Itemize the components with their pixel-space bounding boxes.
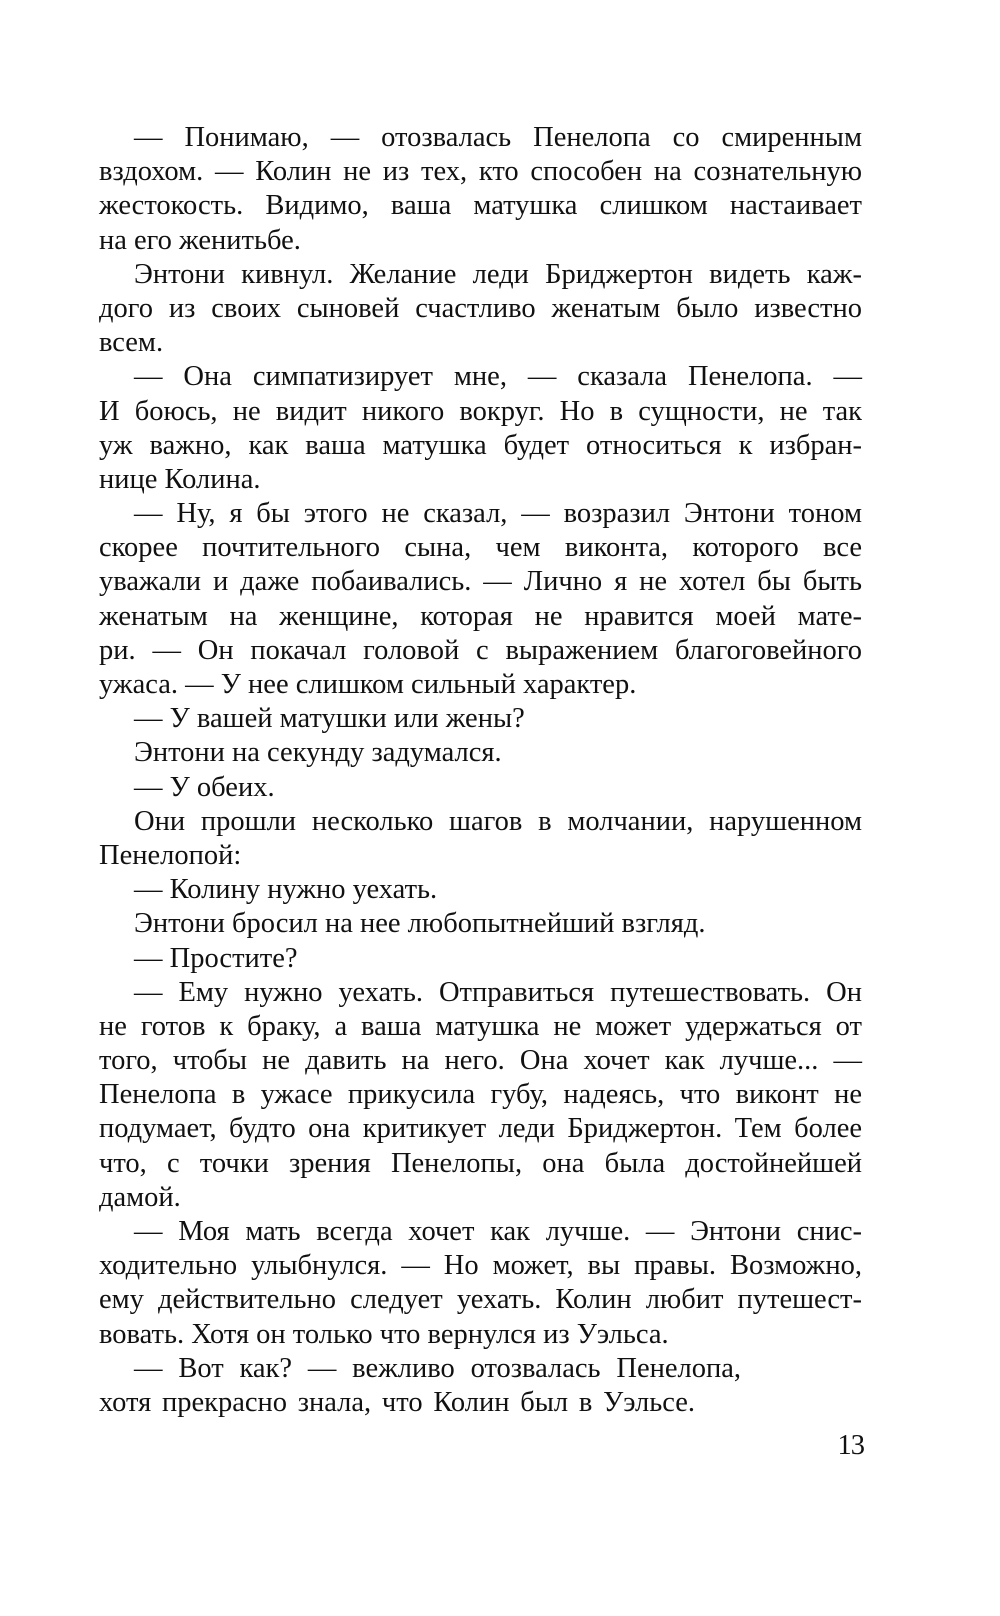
text-line: скорее почтительного сына, чем виконта, которого все [99,532,862,564]
text-line: что, с точки зрения Пенелопы, она была достойнейшей [99,1147,862,1179]
text-line: — Колину нужно уехать. [134,874,438,906]
text-line: — У обеих. [134,771,275,803]
text-line: хотя прекрасно знала, что Колин был в Уэльсе. [99,1386,695,1418]
text-line: Они прошли несколько шагов в молчании, нарушенном [134,805,862,837]
page-number: 13 [837,1430,864,1461]
text-line: Пенелопа в ужасе прикусила губу, надеясь, что виконт не [99,1079,862,1111]
text-line: вовать. Хотя он только что вернулся из Уэльса. [99,1318,669,1350]
text-line: ему действительно следует уехать. Колин любит путешест- [99,1284,862,1316]
text-line: — Она симпатизирует мне, — сказала Пенелопа. — [134,361,862,393]
text-line: — Простите? [134,942,298,974]
text-line: — Моя мать всегда хочет как лучше. — Энтони снис- [134,1216,862,1247]
text-line: ри. — Он покачал головой с выражением благоговейного [99,634,862,666]
text-line: Энтони бросил на нее любопытнейший взгляд. [134,908,706,940]
text-line: подумает, будто она критикует леди Бриджертон. Тем более [99,1113,862,1145]
text-line: И боюсь, не видит никого вокруг. Но в сущности, не так [99,395,862,427]
text-line: Энтони на секунду задумался. [134,737,502,769]
text-line: — Ему нужно уехать. Отправиться путешествовать. Он [134,976,862,1008]
text-line: не готов к браку, а ваша матушка не может удержаться от [99,1010,862,1042]
text-line: на его женитьбе. [99,224,301,256]
text-line: уважали и даже побаивались. — Лично я не хотел бы быть [99,566,862,598]
text-line: Энтони кивнул. Желание леди Бриджертон видеть каж- [134,258,862,290]
text-line: — Вот как? — вежливо отозвалась Пенелопа, [134,1352,741,1384]
text-line: ходительно улыбнулся. — Но может, вы правы. Возможно, [99,1250,862,1282]
text-line: уж важно, как ваша матушка будет относиться к избран- [99,429,862,461]
text-line: ужаса. — У нее слишком сильный характер. [99,669,637,700]
text-line: — Ну, я бы этого не сказал, — возразил Энтони тоном [134,498,862,530]
text-line: нице Колина. [99,463,261,495]
text-line: вздохом. — Колин не из тех, кто способен на сознательную [99,156,862,188]
text-line: дамой. [99,1181,181,1213]
text-line: женатым на женщине, которая не нравится моей мате- [99,600,862,632]
text-line: Пенелопой: [99,839,242,871]
text-line: — Понимаю, — отозвалась Пенелопа со смиренным [134,122,862,153]
book-page-text [99,121,862,1420]
text-line: того, чтобы не давить на него. Она хочет как лучше... — [99,1045,862,1077]
text-line: жестокость. Видимо, ваша матушка слишком настаивает [99,190,862,222]
text-line: — У вашей матушки или жены? [134,703,525,735]
text-line: всем. [99,327,164,359]
text-line: дого из своих сыновей счастливо женатым было известно [99,292,862,324]
